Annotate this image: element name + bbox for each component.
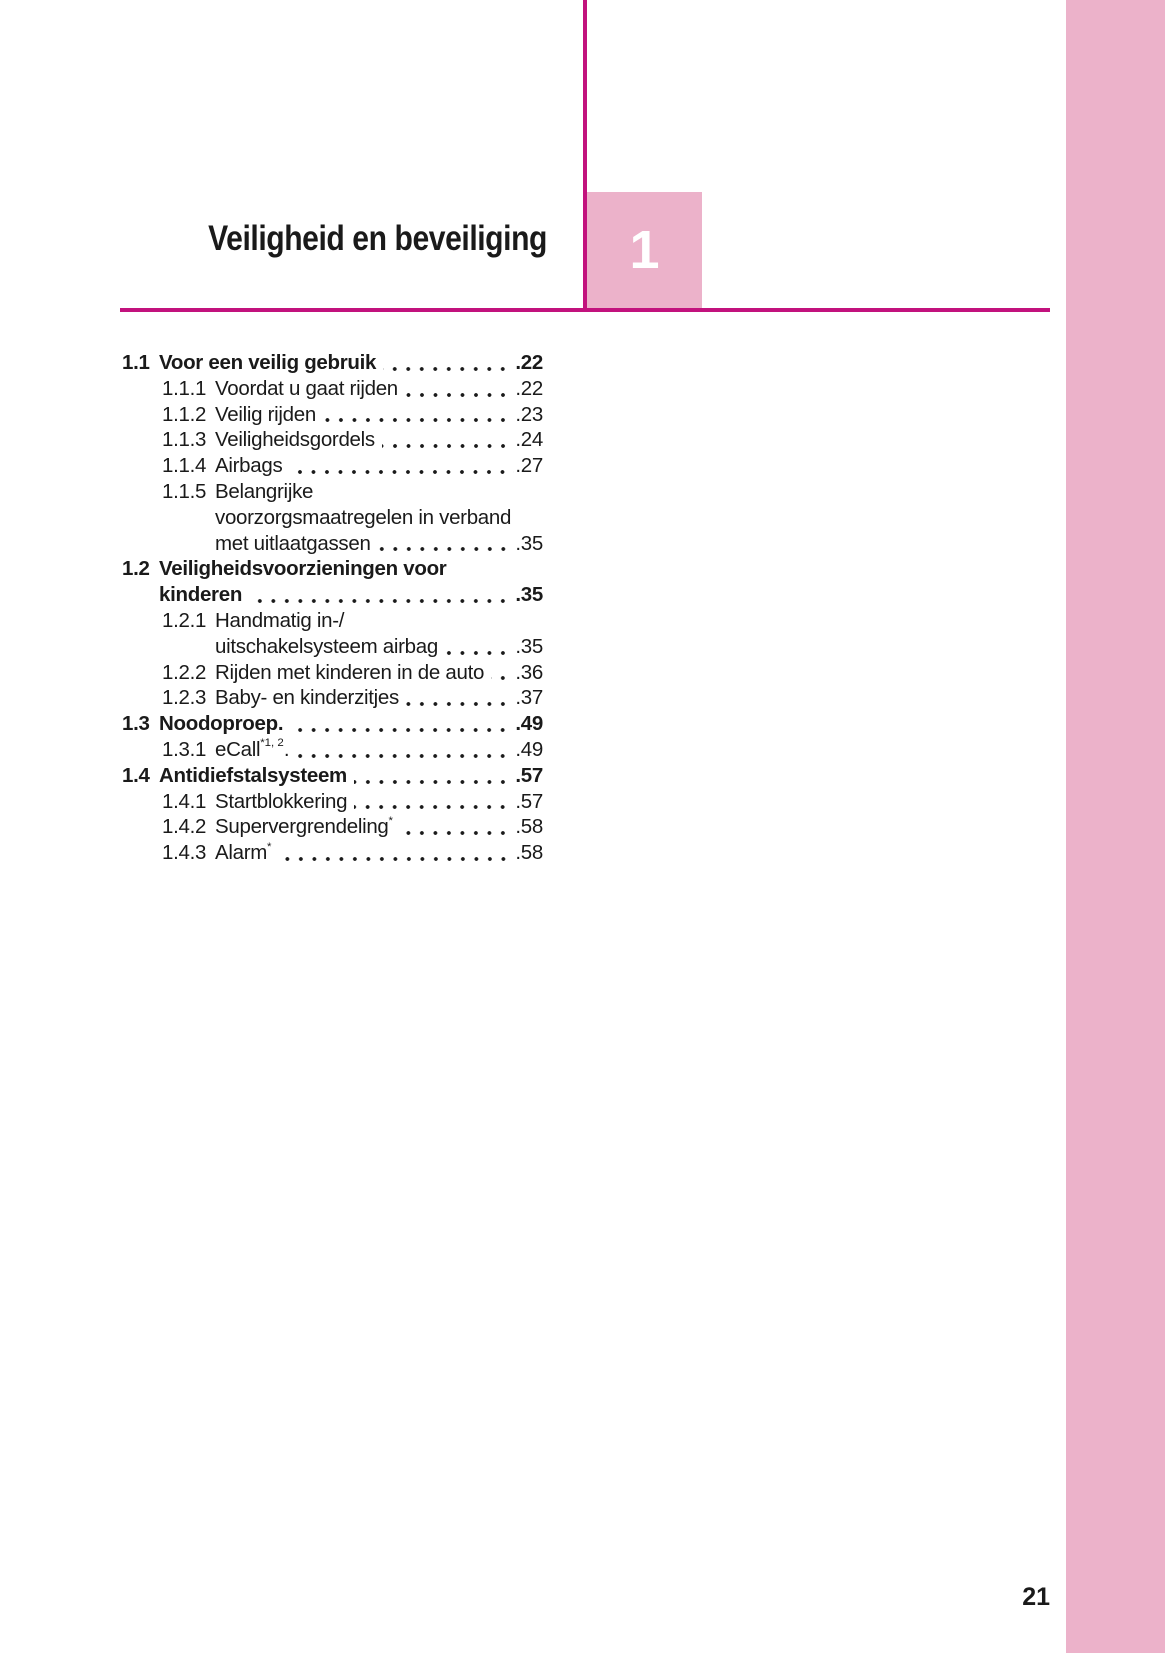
toc-entry-page: .57 [515, 763, 543, 787]
toc-entry-line [122, 634, 543, 660]
toc-entry-label: Belangrijke [215, 479, 314, 503]
toc-entry-number: 1.2.3 [162, 686, 207, 710]
toc-entry-label: uitschakelsysteem airbag [215, 634, 438, 658]
toc-entry-line [122, 453, 543, 479]
toc-entry-line [122, 350, 543, 376]
toc-entry-line [122, 582, 543, 608]
toc-entry-line [122, 685, 543, 711]
toc-entry-line [122, 763, 543, 789]
toc-entry-line [122, 814, 543, 840]
dot-leader [405, 380, 514, 402]
dot-leader [279, 844, 515, 866]
table-of-contents [122, 350, 543, 866]
dot-leader [406, 689, 514, 711]
toc-entry-page: .35 [515, 634, 543, 658]
toc-entry-page: .27 [515, 454, 543, 478]
toc-entry-label: Alarm* [215, 840, 272, 865]
chapter-title [0, 219, 547, 259]
dot-leader [382, 431, 515, 453]
toc-entry-number: 1.1.2 [162, 402, 207, 426]
toc-entry-page: .58 [515, 815, 543, 839]
toc-entry-label: Handmatig in-/ [215, 608, 345, 632]
toc-entry-page: .36 [515, 660, 543, 684]
dot-leader [323, 405, 514, 427]
toc-entry-label: kinderen [159, 583, 243, 607]
toc-entry-number: 1.2 [122, 557, 150, 581]
dot-leader [289, 457, 514, 479]
toc-entry-label: Startblokkering [215, 789, 348, 813]
toc-entry-label: Antidiefstalsysteem [159, 763, 347, 787]
chapter-title-text: Veiligheid en beveiliging [208, 219, 547, 258]
toc-entry-line [122, 556, 543, 582]
toc-entry-page: .37 [515, 686, 543, 710]
chapter-number-badge [587, 192, 702, 308]
dot-leader [249, 586, 514, 608]
page-number: 21 [1022, 1583, 1050, 1611]
toc-entry-label: Veiligheidsgordels [215, 428, 375, 452]
toc-entry-label: Supervergrendeling* [215, 814, 393, 839]
toc-entry-page: .58 [515, 841, 543, 865]
toc-entry-line [122, 660, 543, 686]
toc-entry-line [122, 402, 543, 428]
dot-leader [383, 354, 514, 376]
dot-leader [491, 663, 514, 685]
toc-entry-label: eCall$^{*1, 2}$. [215, 737, 290, 761]
toc-entry-number: 1.3.1 [162, 737, 207, 761]
title-rule [120, 308, 1050, 312]
toc-entry-page: .35 [515, 583, 543, 607]
toc-entry-number: 1.1 [122, 351, 150, 374]
toc-entry-page: .23 [515, 402, 543, 426]
toc-entry-page: .49 [515, 737, 543, 761]
toc-entry-label: Voordat u gaat rijden [215, 376, 398, 400]
dot-leader [400, 818, 514, 840]
toc-entry-line [122, 840, 543, 866]
toc-entry-page: .24 [515, 428, 543, 452]
chapter-sidebar-strip [1066, 0, 1165, 1653]
toc-entry-label: Rijden met kinderen in de auto [215, 660, 485, 684]
toc-entry-label: Veilig rijden [215, 402, 316, 426]
toc-entry-number: 1.2.1 [162, 608, 207, 632]
toc-entry-number: 1.3 [122, 712, 150, 736]
toc-entry-label: met uitlaatgassen [215, 531, 371, 555]
toc-entry-label: voorzorgsmaatregelen in verband [215, 505, 512, 529]
toc-entry-line [122, 711, 543, 737]
toc-entry-line [122, 479, 543, 505]
toc-entry-label: Veiligheidsvoorzieningen voor [159, 557, 447, 581]
toc-entry-line [122, 427, 543, 453]
chapter-number: 1 [629, 220, 660, 280]
toc-entry-number: 1.1.3 [162, 428, 207, 452]
toc-entry-page: .49 [515, 712, 543, 736]
toc-entry-page: .22 [515, 376, 543, 400]
toc-entry-number: 1.2.2 [162, 660, 207, 684]
dot-leader [296, 741, 514, 763]
toc-entry-label: Noodoproep. [159, 712, 284, 736]
toc-entry-label: Airbags [215, 454, 283, 478]
footnote-marker: *1, 2 [260, 737, 284, 750]
toc-entry-number: 1.4.2 [162, 815, 207, 839]
toc-entry-line [122, 789, 543, 815]
toc-entry-number: 1.4.3 [162, 841, 207, 865]
toc-entry-number: 1.1.1 [162, 376, 207, 400]
toc-entry-label: Baby- en kinderzitjes [215, 686, 399, 710]
toc-entry-page: .57 [515, 789, 543, 813]
toc-entry-line [122, 737, 543, 763]
toc-entry-line [122, 531, 543, 557]
toc-entry-number: 1.1.5 [162, 479, 207, 503]
toc-entry-line [122, 505, 543, 531]
toc-entry-number: 1.4 [122, 763, 150, 787]
toc-entry-page: .22 [515, 351, 543, 374]
toc-entry-line [122, 376, 543, 402]
toc-entry-number: 1.1.4 [162, 454, 207, 478]
toc-entry-number: 1.4.1 [162, 789, 207, 813]
dot-leader [445, 638, 514, 660]
toc-entry-label: Voor een veilig gebruik [159, 351, 377, 374]
dot-leader [378, 534, 515, 556]
footnote-marker: * [267, 840, 272, 853]
dot-leader [290, 715, 514, 737]
dot-leader [354, 792, 514, 814]
dot-leader [354, 767, 514, 789]
footnote-marker: * [388, 814, 393, 827]
toc-entry-page: .35 [515, 531, 543, 555]
toc-entry-line [122, 608, 543, 634]
